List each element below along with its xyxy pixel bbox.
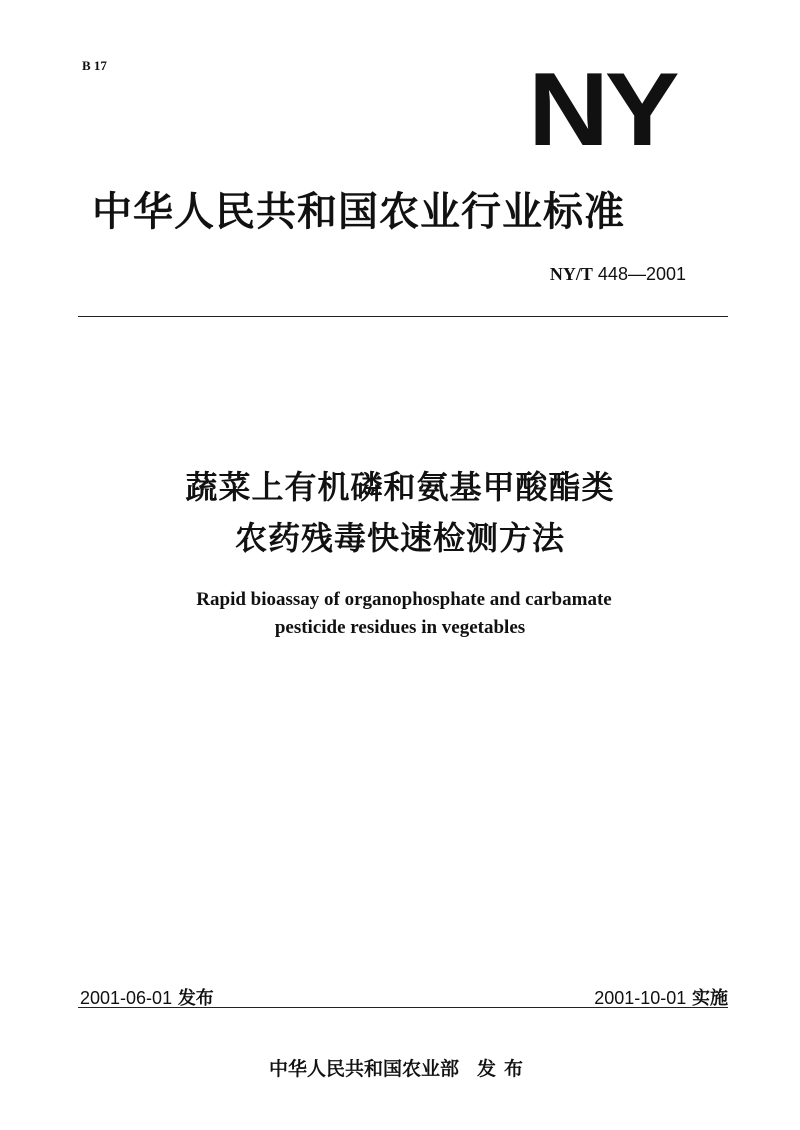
issue-label: 发布 <box>177 988 214 1009</box>
classification-code: B 17 <box>82 58 107 73</box>
effective-date: 2001-10-01 <box>594 988 687 1008</box>
footer-divider <box>78 1007 728 1008</box>
title-english-line1: Rapid bioassay of organophosphate and carbamate <box>196 589 612 610</box>
standard-number <box>550 264 686 285</box>
issue-date: 2001-06-01 <box>80 988 173 1008</box>
standard-logo: NY <box>528 52 676 168</box>
title-chinese-line1: 蔬菜上有机磷和氨基甲酸酯类 <box>185 468 615 506</box>
publisher-name: 中华人民共和国农业部 <box>268 1058 459 1080</box>
publisher-label: 发布 <box>477 1058 532 1080</box>
publisher-line <box>0 1054 800 1081</box>
title-english-line2: pesticide residues in vegetables <box>274 617 526 638</box>
header-divider <box>78 316 728 317</box>
effective-label: 实施 <box>692 988 728 1009</box>
standard-category-title: 中华人民共和国农业行业标准 <box>92 189 625 235</box>
standard-serial: 448—2001 <box>597 264 686 284</box>
title-chinese-line2: 农药残毒快速检测方法 <box>234 519 565 557</box>
standard-code: NY/T <box>549 264 593 284</box>
